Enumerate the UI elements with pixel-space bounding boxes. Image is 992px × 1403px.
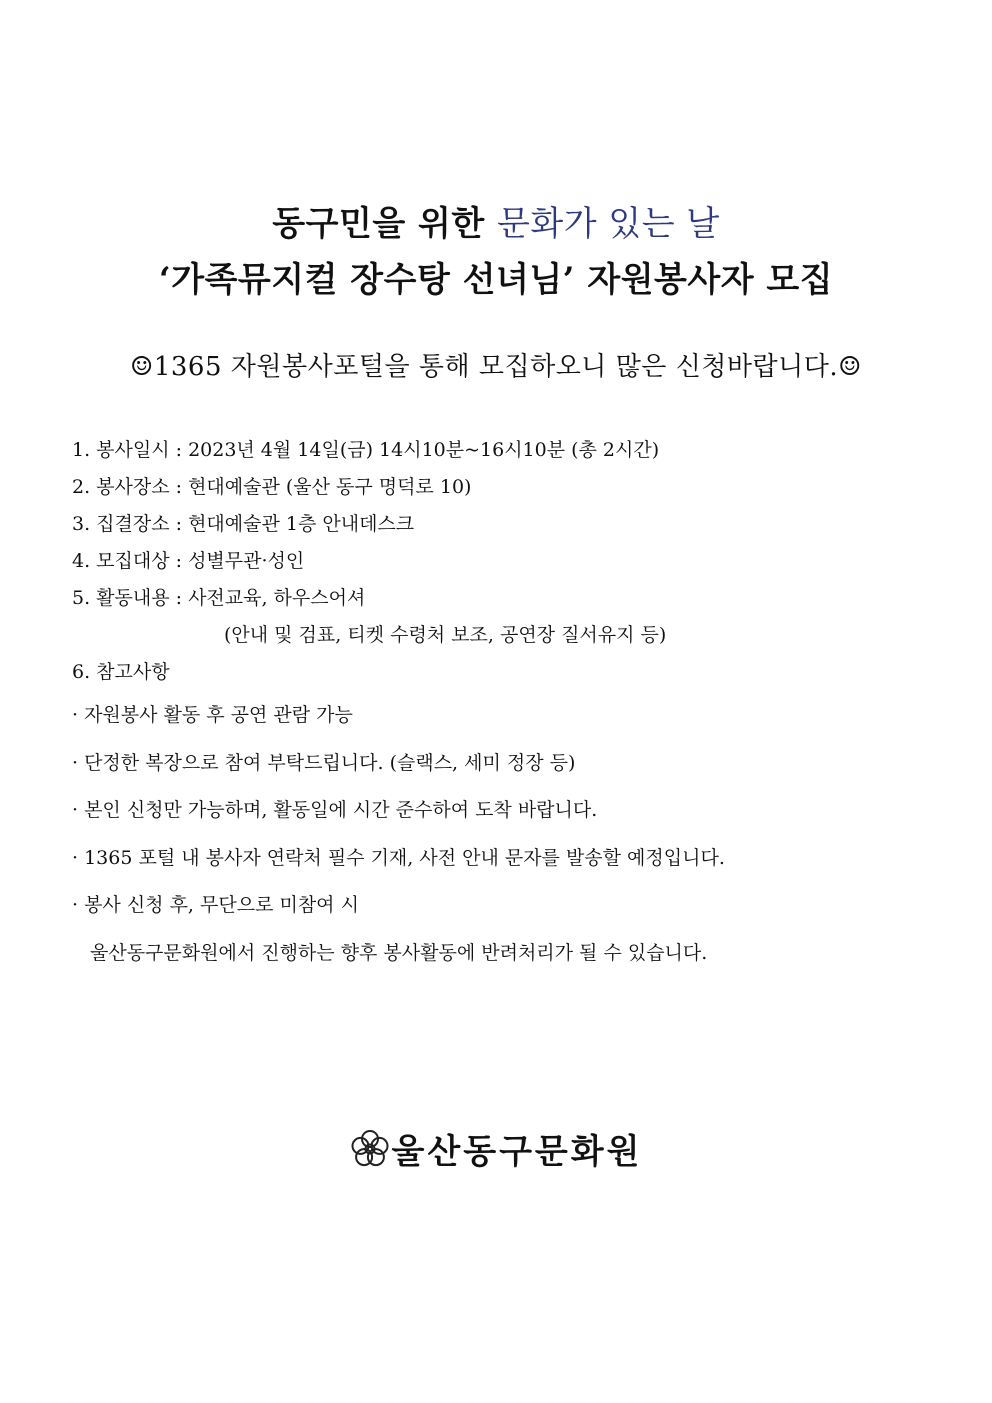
- notes-list: [72, 692, 952, 977]
- title-line-1: [0, 196, 992, 252]
- footer-organization: [0, 1124, 992, 1173]
- note-item: · 단정한 복장으로 참여 부탁드립니다. (슬랙스, 세미 정장 등): [72, 751, 576, 774]
- title-prefix: 동구민을 위한: [272, 204, 498, 244]
- info-item-activity: 5. 활동내용 : 사전교육, 하우스어셔: [72, 587, 366, 609]
- note-item: · 1365 포털 내 봉사자 연락처 필수 기재, 사전 안내 문자를 발송할 예정입니다.: [72, 846, 725, 869]
- info-item-target: 4. 모집대상 : 성별무관·성인: [72, 550, 305, 572]
- note-item: · 본인 신청만 가능하며, 활동일에 시간 준수하여 도착 바랍니다.: [72, 799, 598, 821]
- intro-text: ☺1365 자원봉사포털을 통해 모집하오니 많은 신청바랍니다.☺: [130, 352, 862, 382]
- flower-emblem-icon: [350, 1129, 390, 1169]
- info-item-meeting-point: 3. 집결장소 : 현대예술관 1층 안내데스크: [72, 513, 415, 535]
- note-item: · 봉사 신청 후, 무단으로 미참여 시: [72, 894, 359, 916]
- info-item-place: 2. 봉사장소 : 현대예술관 (울산 동구 명덕로 10): [72, 476, 472, 498]
- title-line-2: ‘가족뮤지컬 장수탕 선녀님’ 자원봉사자 모집: [158, 260, 834, 300]
- document-title: [0, 196, 992, 308]
- info-list: [72, 432, 952, 691]
- title-accent: 문화가 있는 날: [497, 204, 720, 244]
- organization-name: 울산동구문화원: [391, 1132, 643, 1172]
- note-item-continuation: 울산동구문화원에서 진행하는 향후 봉사활동에 반려처리가 될 수 있습니다.: [90, 941, 708, 964]
- info-item-notes-heading: 6. 참고사항: [72, 661, 170, 683]
- info-item-activity-detail: (안내 및 검표, 티켓 수령처 보조, 공연장 질서유지 등): [224, 624, 667, 646]
- note-item: · 자원봉사 활동 후 공연 관람 가능: [72, 704, 353, 726]
- info-item-date: 1. 봉사일시 : 2023년 4월 14일(금) 14시10분~16시10분 (총 2시간): [72, 439, 660, 461]
